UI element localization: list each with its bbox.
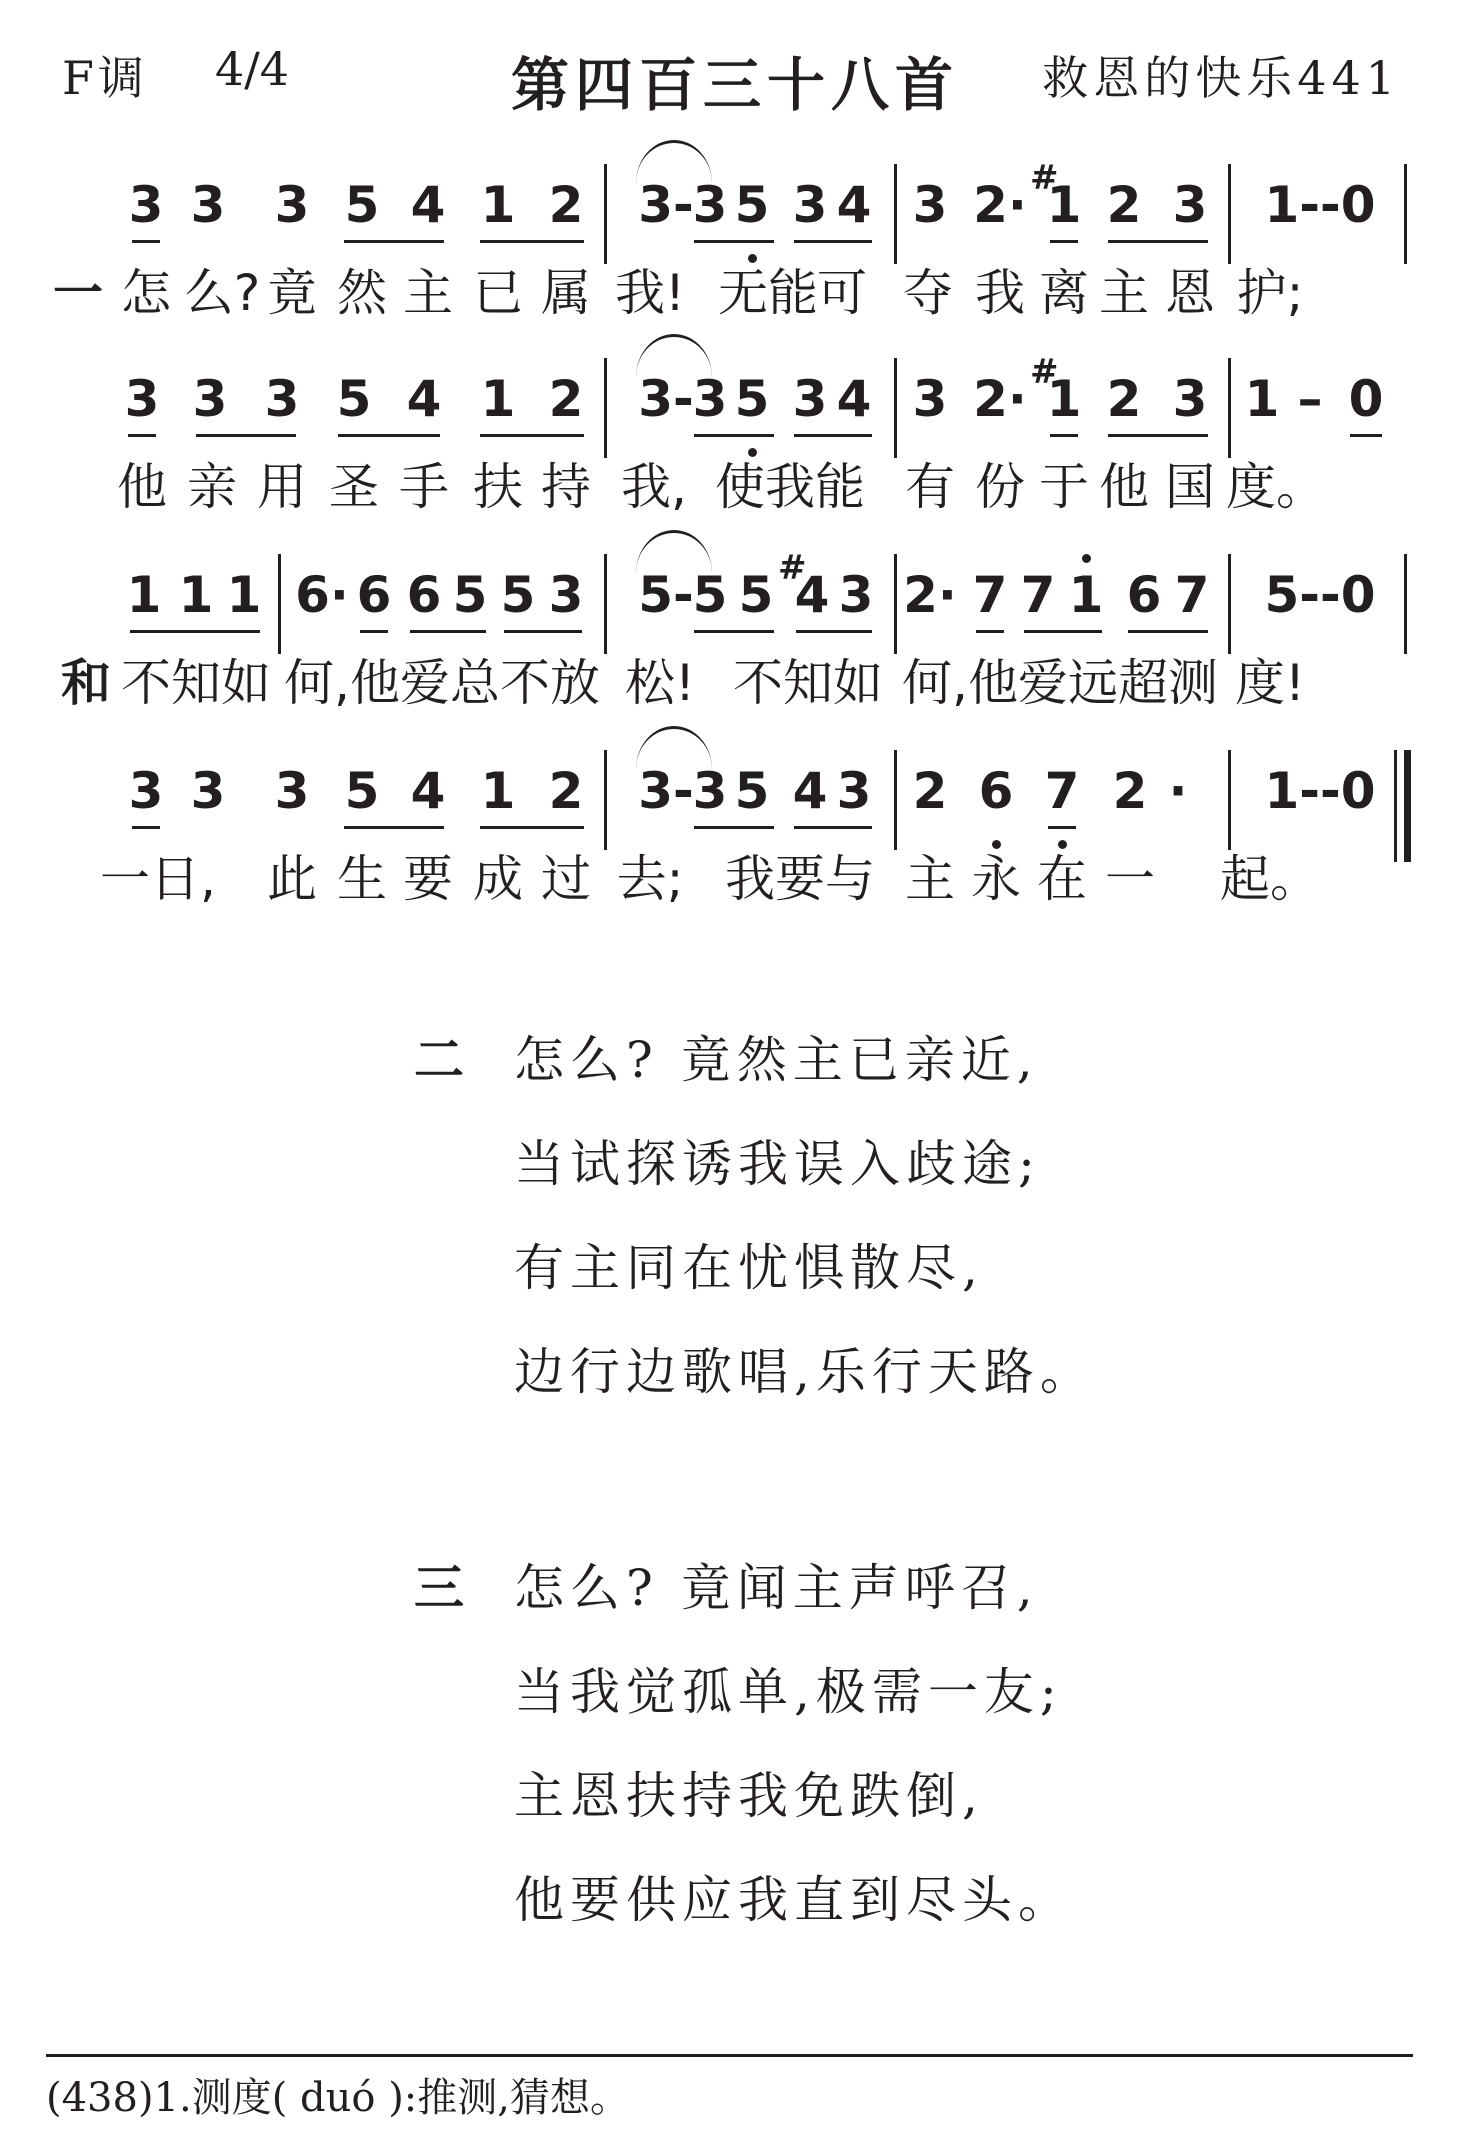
note: 5 (734, 176, 770, 234)
bar-line (604, 554, 607, 654)
note: 6 (978, 762, 1014, 820)
beam (694, 434, 774, 437)
note: 2 (912, 762, 948, 820)
note: 5 (738, 566, 774, 624)
beam (338, 434, 440, 437)
beam (1108, 434, 1208, 437)
lyrics-row (0, 452, 1470, 522)
beam (504, 630, 582, 633)
note: 1--0 (1264, 762, 1376, 820)
lyric: 夺 (903, 264, 953, 322)
notation-row (0, 548, 1470, 630)
beam (794, 826, 872, 829)
hymn-reference: 救恩的快乐441 (1042, 51, 1400, 105)
lyric: 亲 (187, 458, 237, 516)
note: 5 (344, 762, 380, 820)
note: 1 (226, 566, 262, 624)
bar-line (604, 164, 607, 264)
beam (128, 434, 156, 437)
lyric: 我 (975, 264, 1025, 322)
note: 1 (1046, 370, 1082, 428)
note: 5 (452, 566, 488, 624)
lyric: 松! (624, 654, 696, 712)
beam (976, 630, 1004, 633)
beam (480, 434, 584, 437)
lyric: 一 (1105, 850, 1155, 908)
note: 6 (356, 566, 392, 624)
lyric: 恩 (1165, 264, 1215, 322)
lyric: 无能 (718, 264, 818, 322)
note: 1 (480, 370, 516, 428)
bar-line (894, 554, 897, 654)
note: 4 (410, 762, 446, 820)
notation-row (0, 756, 1470, 826)
lyric: 持 (541, 458, 591, 516)
note: 2 (1106, 370, 1142, 428)
verse-line: 主恩扶持我免跌倒, (514, 1767, 984, 1825)
beam (796, 630, 872, 633)
bar-line (1228, 554, 1231, 654)
note: 1 (480, 176, 516, 234)
note: 7 (1174, 566, 1210, 624)
bar-line (1404, 164, 1407, 264)
note: 3 (124, 370, 160, 428)
note: 7 (1020, 566, 1056, 624)
note: – (1297, 370, 1323, 428)
bar-line (1404, 554, 1407, 654)
lyric: 度。 (1226, 458, 1326, 516)
verse-number: 二 (414, 1031, 464, 1089)
lyric: 手 (399, 458, 449, 516)
bar-line (1228, 750, 1231, 850)
lyric: 扶 (473, 458, 523, 516)
note: 1--0 (1264, 176, 1376, 234)
refrain-marker: 和 (61, 654, 111, 712)
note: 4 (836, 370, 872, 428)
lyric: 去; (616, 850, 684, 908)
lyric: 么? (183, 264, 261, 322)
beam (1350, 434, 1382, 437)
note: 6 (406, 566, 442, 624)
beam (132, 240, 160, 243)
beam (1108, 240, 1208, 243)
verse-line: 当试探诱我误入歧途; (514, 1135, 1041, 1193)
lyric: 用 (257, 458, 307, 516)
note: 2 (1106, 176, 1142, 234)
lyric: 度! (1234, 654, 1306, 712)
lyric: 份 (975, 458, 1025, 516)
notation-row (0, 158, 1470, 240)
verse-line: 边行边歌唱,乐行天路。 (514, 1343, 1096, 1401)
lyric: 他 (1099, 458, 1149, 516)
note: 3 (1172, 370, 1208, 428)
note: 5 (500, 566, 536, 624)
note: 3 (190, 762, 226, 820)
bar-line (604, 750, 607, 850)
note: 5- (638, 566, 694, 624)
note: 3 (792, 176, 828, 234)
beam (794, 240, 872, 243)
high-octave-dot (1082, 554, 1091, 563)
note: 3 (692, 370, 728, 428)
note: 2 (548, 176, 584, 234)
note: 0 (1348, 370, 1384, 428)
beam (694, 240, 774, 243)
lyric: 使我能 (715, 458, 865, 516)
note: 1 (178, 566, 214, 624)
bar-line (1228, 358, 1231, 458)
lyric: 过 (541, 850, 591, 908)
lyric: 护; (1236, 264, 1304, 322)
note: 3 (274, 762, 310, 820)
beam (1050, 240, 1078, 243)
note: 3 (192, 370, 228, 428)
note: 5 (734, 370, 770, 428)
lyric: 在 (1037, 850, 1087, 908)
note: 2 (1112, 762, 1148, 820)
lyrics-row (0, 648, 1470, 718)
beam (1050, 434, 1078, 437)
beam (794, 434, 872, 437)
footnote-divider (46, 2054, 1413, 2057)
note: 3 (548, 566, 584, 624)
lyric: 主 (1099, 264, 1149, 322)
lyric: 我要与 (725, 850, 875, 908)
note: 3 (190, 176, 226, 234)
lyric: 我! (614, 264, 686, 322)
lyric: 此 (267, 850, 317, 908)
verse-line: 有主同在忧惧散尽, (514, 1239, 984, 1297)
key-signature: F调 (62, 51, 148, 105)
lyric: 主 (905, 850, 955, 908)
note: 1 (126, 566, 162, 624)
note: 3- (638, 176, 694, 234)
beam (1128, 630, 1208, 633)
lyric: 竟 (267, 264, 317, 322)
beam (694, 826, 774, 829)
note: 3 (128, 762, 164, 820)
note: 3 (836, 762, 872, 820)
note: 3 (692, 176, 728, 234)
note: 2· (973, 176, 1027, 234)
beam (480, 826, 584, 829)
verse-number-marker: 一 (53, 264, 103, 322)
lyric: 怎 (121, 264, 171, 322)
lyric: 何,他爱总不放 (284, 654, 600, 712)
note: 5--0 (1264, 566, 1376, 624)
note: 1 (1244, 370, 1280, 428)
note: 3 (128, 176, 164, 234)
note: 5 (336, 370, 372, 428)
beam (1024, 630, 1102, 633)
lyric: 有 (905, 458, 955, 516)
note: 7 (1044, 762, 1080, 820)
lyric: 一日, (100, 850, 216, 908)
note: 3 (692, 762, 728, 820)
note: 1 (480, 762, 516, 820)
lyric: 国 (1165, 458, 1215, 516)
beam (130, 630, 260, 633)
beam (360, 630, 388, 633)
beam (480, 240, 584, 243)
verse-line: 当我觉孤单,极需一友; (514, 1663, 1063, 1721)
bar-line (894, 358, 897, 458)
beam (1048, 826, 1076, 829)
lyric: 生 (337, 850, 387, 908)
verse-number: 三 (414, 1559, 464, 1617)
notation-row (0, 352, 1470, 434)
note: · (1168, 762, 1188, 820)
note: 6 (1126, 566, 1162, 624)
beam (344, 240, 444, 243)
bar-line (278, 554, 281, 654)
verse-line: 他要供应我直到尽头。 (514, 1871, 1074, 1929)
lyric: 离 (1039, 264, 1089, 322)
time-signature: 4/4 (215, 42, 290, 96)
note: 4 (406, 370, 442, 428)
lyric: 不知如 (121, 654, 271, 712)
beam (694, 630, 774, 633)
bar-line (894, 750, 897, 850)
note: 1 (1068, 566, 1104, 624)
note: 1 (1046, 176, 1082, 234)
note: 5 (734, 762, 770, 820)
note: 3- (638, 762, 694, 820)
note: 3 (274, 176, 310, 234)
beam (196, 434, 296, 437)
note: 2· (973, 370, 1027, 428)
lyric: 不知如 (733, 654, 883, 712)
lyric: 何,他爱远超测 (902, 654, 1218, 712)
lyric: 他 (117, 458, 167, 516)
lyrics-row (0, 844, 1470, 914)
note: 4 (794, 566, 830, 624)
note: 5 (692, 566, 728, 624)
note: 3 (264, 370, 300, 428)
lyric: 圣 (329, 458, 379, 516)
bar-line (1228, 164, 1231, 264)
sharp-sign: # (778, 548, 807, 588)
lyric: 主 (403, 264, 453, 322)
lyric: 已 (473, 264, 523, 322)
beam (410, 630, 486, 633)
verse-line: 怎么? 竟闻主声呼召, (514, 1559, 1039, 1617)
note: 3 (912, 370, 948, 428)
lyric: 我, (621, 458, 687, 516)
bar-line (894, 164, 897, 264)
lyric: 永 (971, 850, 1021, 908)
lyric: 成 (473, 850, 523, 908)
bar-line (604, 358, 607, 458)
note: 2 (548, 762, 584, 820)
lyric: 可 (817, 264, 867, 322)
sharp-sign: # (1030, 158, 1059, 198)
note: 3- (638, 370, 694, 428)
hymn-title: 第四百三十八首 (510, 51, 959, 119)
lyric: 起。 (1220, 850, 1320, 908)
note: 3 (912, 176, 948, 234)
lyric: 然 (337, 264, 387, 322)
beam (132, 826, 160, 829)
note: 7 (972, 566, 1008, 624)
note: 3 (838, 566, 874, 624)
lyric: 要 (403, 850, 453, 908)
lyric: 属 (541, 264, 591, 322)
lyric: 于 (1039, 458, 1089, 516)
note: 4 (792, 762, 828, 820)
note: 4 (836, 176, 872, 234)
note: 5 (344, 176, 380, 234)
note: 6· (295, 566, 349, 624)
note: 4 (410, 176, 446, 234)
lyrics-row (0, 258, 1470, 328)
sharp-sign: # (1030, 352, 1059, 392)
note: 3 (1172, 176, 1208, 234)
beam (344, 826, 444, 829)
note: 2· (903, 566, 957, 624)
footnote: (438)1.测度( duó ):推测,猜想。 (46, 2075, 631, 2121)
note: 2 (548, 370, 584, 428)
note: 3 (792, 370, 828, 428)
verse-line: 怎么? 竟然主已亲近, (514, 1031, 1039, 1089)
